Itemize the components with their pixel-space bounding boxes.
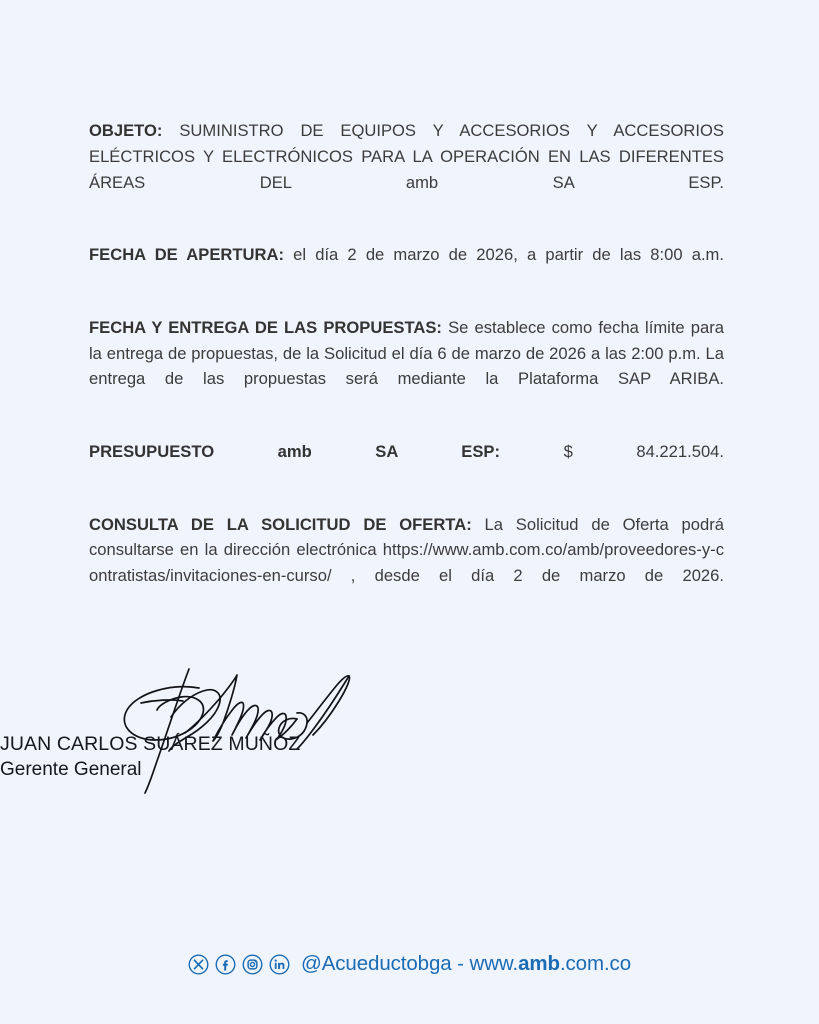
paragraph-objeto [89,118,724,221]
signer-role: Gerente General [0,759,142,780]
footer-separator: - [451,952,470,975]
footer-website-brand: amb [518,952,560,975]
paragraph-presupuesto [89,439,724,491]
social-links [188,954,290,975]
presupuesto-amount: $ 84.221.504. [500,441,725,461]
footer [0,952,819,976]
paragraph-consulta-solicitud-oferta [89,512,724,615]
paragraph-objeto-text: SUMINISTRO DE EQUIPOS Y ACCESORIOS Y ACCESORIOS ELÉCTRICOS Y ELECTRÓNICOS PARA LA OPERACIÓN EN LAS DIFERENTES ÁREAS DEL amb SA ESP. [89,121,724,192]
x-twitter-icon[interactable] [188,954,209,975]
handwritten-signature [111,655,441,795]
paragraph-objeto-label: OBJETO: [89,121,163,140]
paragraph-fecha-apertura [89,242,724,294]
footer-website-suffix: .com.co [559,952,632,975]
solicitud-oferta-url[interactable]: https://www.amb.com.co/amb/proveedores-y-contratistas/invitaciones-en-curso/ [89,540,724,586]
linkedin-icon[interactable] [269,954,290,975]
footer-handle[interactable]: @Acueductobga [300,952,452,975]
footer-contact [301,952,631,976]
paragraph-presupuesto-label: PRESUPUESTO amb SA ESP: [89,441,501,461]
paragraph-fecha-entrega-propuestas-text: Se establece como fecha límite para la entrega de propuestas, de la Solicitud el día 6 de marzo de 2026 a las 2:00 p.m. La entrega de las propuestas será mediante la Plataforma SAP ARIBA. [89,317,724,389]
document-body [89,118,724,615]
paragraph-fecha-entrega-propuestas-label: FECHA Y ENTREGA DE LAS PROPUESTAS: [89,317,442,337]
paragraph-fecha-apertura-label: FECHA DE APERTURA: [89,245,284,265]
paragraph-fecha-entrega-propuestas [89,315,724,418]
paragraph-consulta-text-before: La Solicitud de Oferta podrá consultarse en la dirección electrónica [89,514,724,560]
paragraph-consulta-label: CONSULTA DE LA SOLICITUD DE OFERTA: [89,514,472,534]
instagram-icon[interactable] [242,954,263,975]
signer-name: JUAN CARLOS SUÁREZ MUÑOZ [0,733,301,755]
footer-website-prefix: www. [469,952,519,975]
paragraph-consulta-text-after: , desde el día 2 de marzo de 2026. [331,566,724,586]
paragraph-fecha-apertura-text: el día 2 de marzo de 2026, a partir de las 8:00 a.m. [284,245,724,265]
signature-block [89,655,509,800]
facebook-icon[interactable] [215,954,236,975]
